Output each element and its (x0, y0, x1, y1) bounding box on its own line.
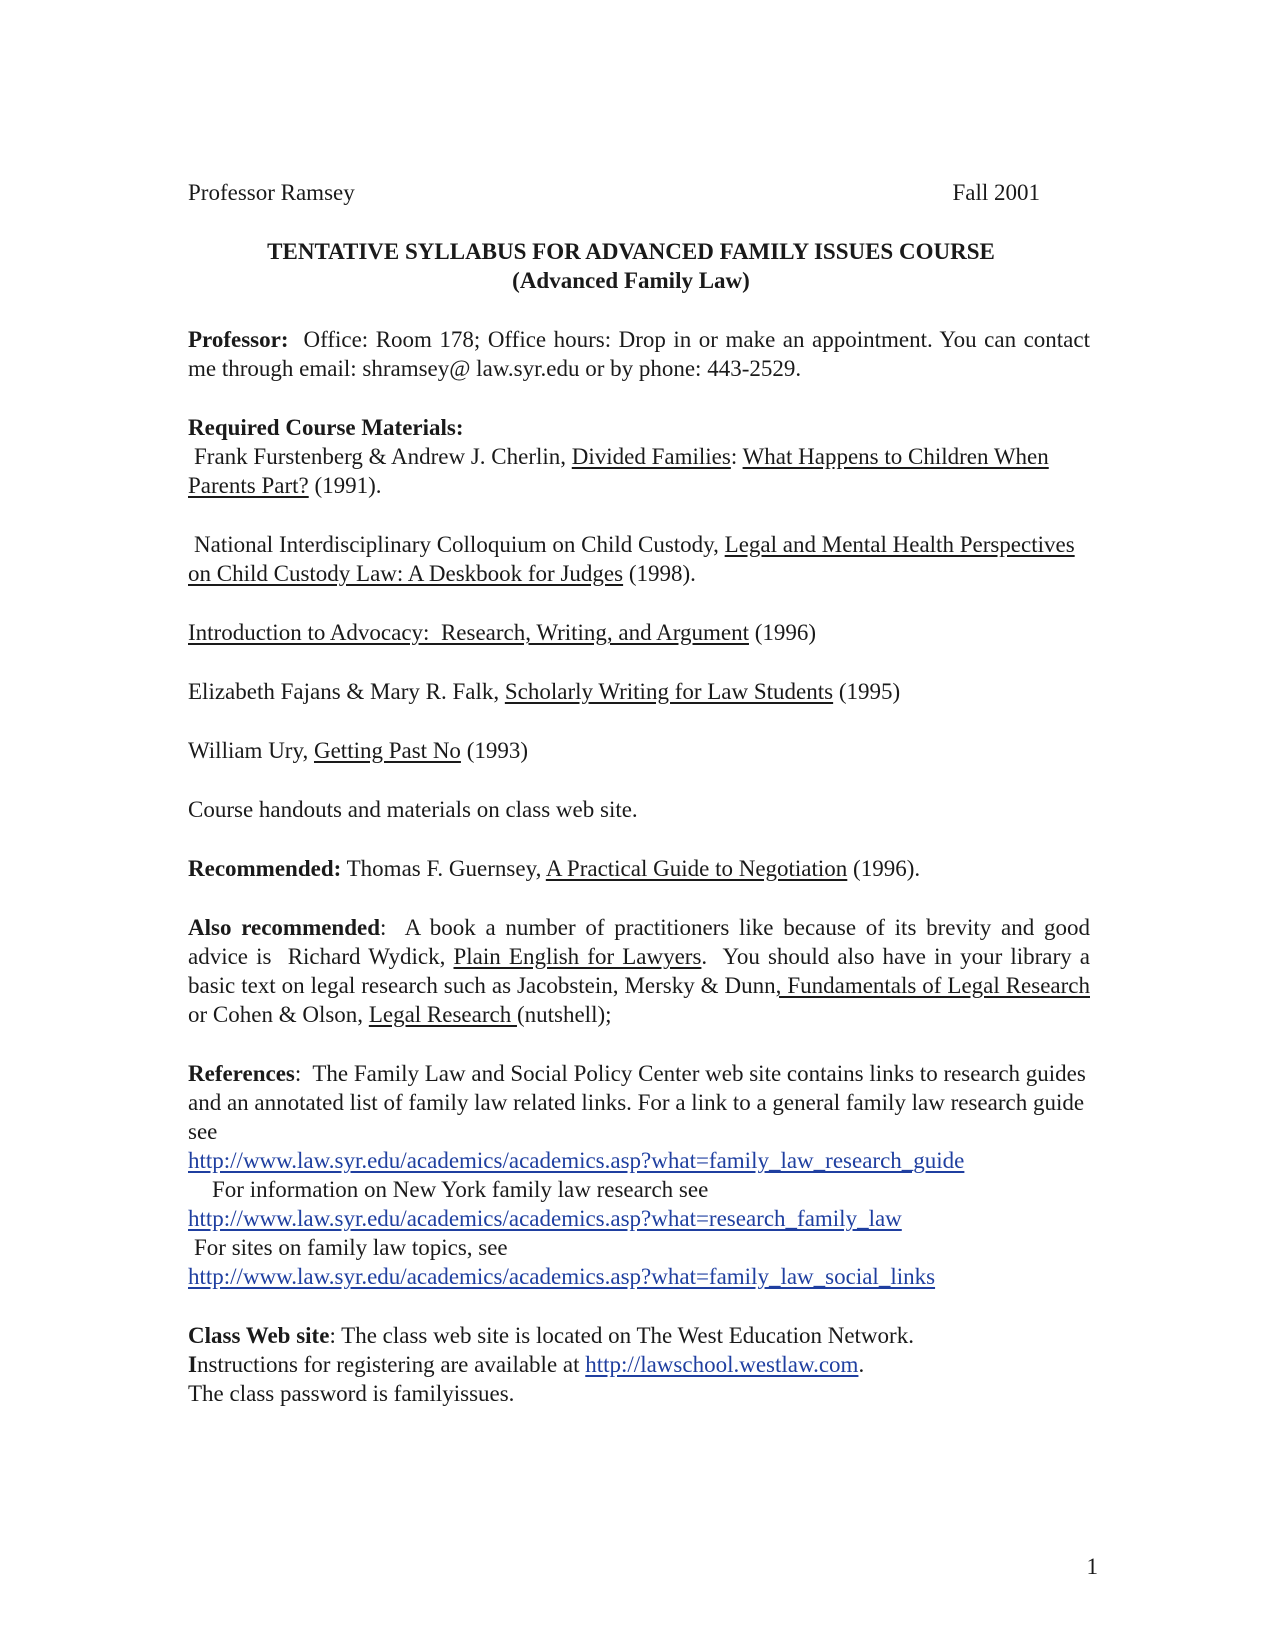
material-item-6: Course handouts and materials on class web site. (188, 797, 638, 822)
recommended-authors: Thomas F. Guernsey, (341, 856, 546, 881)
class-web-site-text-3: . (858, 1352, 865, 1377)
material-1-title-b: What Happens to Children When Parents Part? (188, 444, 1049, 498)
research-guide-link[interactable]: http://www.law.syr.edu/academics/academics.asp?what=family_law_research_guide (188, 1148, 965, 1173)
westlaw-link[interactable]: http://lawschool.westlaw.com (585, 1352, 859, 1377)
recommended-label: Recommended: (188, 856, 342, 881)
class-web-site-text-2: nstructions for registering are available at (196, 1352, 586, 1377)
material-4-title: Scholarly Writing for Law Students (504, 679, 834, 704)
references-intro (188, 1059, 1090, 1146)
class-web-site-section (188, 1321, 1090, 1408)
material-2-authors: National Interdisciplinary Colloquium on Child Custody, (194, 532, 725, 557)
materials-section (188, 413, 1090, 500)
document-title (180, 237, 1082, 295)
also-recommended-text-1: : A book a number of practitioners like because of its brevity and good advice is Richard Wydick, (188, 915, 1096, 969)
material-item-4 (188, 677, 1090, 706)
references-text-3: For sites on family law topics, see (194, 1235, 508, 1260)
material-2-year: (1998). (623, 561, 696, 586)
material-5-year: (1993) (460, 738, 529, 763)
material-4-authors: Elizabeth Fajans & Mary R. Falk, (188, 679, 505, 704)
materials-heading: Required Course Materials: (188, 415, 464, 440)
also-recommended-text-2: . You should also have in your library a basic text on legal research such as Jacobstein, Mersky & Dunn (188, 944, 1096, 998)
references-section (188, 1059, 1090, 1291)
recommended-title: A Practical Guide to Negotiation (545, 856, 848, 881)
also-recommended-label: Also recommended (188, 915, 381, 940)
material-item-2 (188, 530, 1090, 588)
term: Fall 2001 (952, 180, 1040, 205)
class-password-text: The class password is familyissues. (188, 1381, 515, 1406)
material-item-3 (188, 618, 1090, 647)
also-recommended-title-1: Plain English for Lawyers (453, 944, 702, 969)
material-3-year: (1996) (748, 620, 817, 645)
material-5-authors: William Ury, (188, 738, 314, 763)
ny-research-link[interactable]: http://www.law.syr.edu/academics/academics.asp?what=research_family_law (188, 1206, 902, 1231)
syllabus-page (188, 178, 1096, 1408)
material-item-5 (188, 736, 1090, 765)
professor-text: Office: Room 178; Office hours: Drop in or make an appointment. You can contact me through email: shramsey@ law.syr.edu or by phone: 443-2529. (188, 327, 1096, 381)
class-web-site-text-1: : The class web site is located on The West Education Network. (329, 1323, 914, 1348)
also-recommended-title-2: , Fundamentals of Legal Research (775, 973, 1090, 998)
material-1-year: (1991). (308, 473, 382, 498)
references-text: : The Family Law and Social Policy Center web site contains links to research guides and an annotated list of family law related links. For a link to a general family law research guide see (188, 1061, 1092, 1144)
material-1-title-a: Divided Families (571, 444, 731, 469)
title-line-2: (Advanced Family Law) (512, 268, 750, 293)
page-number: 1 (1086, 1554, 1098, 1579)
also-recommended-section (188, 913, 1096, 1029)
header-row (188, 178, 1040, 207)
professor-name: Professor Ramsey (188, 180, 355, 205)
social-links-link[interactable]: http://www.law.syr.edu/academics/academics.asp?what=family_law_social_links (188, 1264, 936, 1289)
references-label: References (188, 1061, 295, 1086)
material-1-authors: Frank Furstenberg & Andrew J. Cherlin, (194, 444, 572, 469)
also-recommended-text-3: or Cohen & Olson, (188, 973, 1096, 1027)
also-recommended-title-3: Legal Research (368, 1002, 517, 1027)
recommended-section (188, 854, 1090, 883)
material-2-title: Legal and Mental Health Perspectives on Child Custody Law: A Deskbook for Judges (188, 532, 1075, 586)
professor-section (188, 325, 1096, 383)
instructions-initial: I (188, 1352, 197, 1377)
references-text-2: For information on New York family law research see (212, 1177, 709, 1202)
material-1-sep: : (730, 444, 743, 469)
class-web-site-label: Class Web site (188, 1323, 330, 1348)
professor-label: Professor: (188, 327, 289, 352)
recommended-year: (1996). (847, 856, 921, 881)
material-4-year: (1995) (833, 679, 901, 704)
material-3-title: Introduction to Advocacy: Research, Writing, and Argument (188, 620, 749, 645)
material-item-1 (188, 442, 1090, 500)
title-line-1: TENTATIVE SYLLABUS FOR ADVANCED FAMILY ISSUES COURSE (267, 239, 995, 264)
material-5-title: Getting Past No (313, 738, 461, 763)
also-recommended-text-4: (nutshell); (516, 1002, 612, 1027)
